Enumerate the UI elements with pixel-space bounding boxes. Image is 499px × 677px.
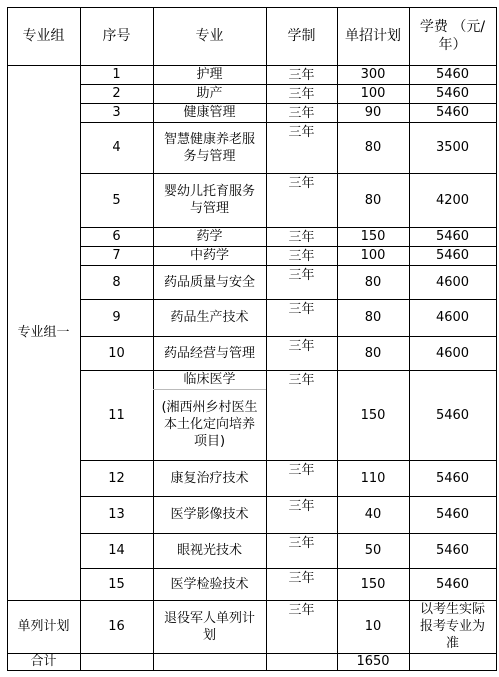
header-duration: 学制	[287, 28, 316, 44]
row-duration: 三年	[288, 536, 315, 551]
grid-line	[80, 460, 497, 461]
row-duration: 三年	[288, 68, 315, 83]
row-duration: 三年	[288, 87, 315, 102]
row-major: 健康管理	[183, 105, 236, 120]
row-number: 2	[112, 86, 121, 101]
grid-line	[7, 653, 497, 654]
row-number: 12	[108, 470, 125, 486]
grid-line	[7, 7, 497, 8]
grid-line	[7, 600, 497, 601]
row-duration: 三年	[288, 106, 315, 121]
grid-line	[7, 670, 497, 671]
header-tuition: 学费 （元/ 年）	[419, 19, 486, 53]
row-plan: 300	[360, 67, 386, 82]
row-number: 6	[112, 229, 121, 244]
grid-line	[80, 103, 497, 104]
row-tuition: 5460	[435, 105, 470, 120]
row-duration: 三年	[288, 249, 315, 264]
row-duration: 三年	[288, 499, 315, 514]
row-number: 14	[108, 543, 125, 558]
row-major: 药学	[196, 229, 223, 244]
header-group: 专业组	[22, 28, 65, 44]
grid-line	[80, 533, 497, 534]
header-plan: 单招计划	[345, 28, 401, 44]
row-major: 临床医学	[183, 372, 236, 387]
single-plan: 10	[364, 619, 382, 634]
row-plan: 80	[364, 274, 382, 290]
row-major: 眼视光技术	[176, 543, 242, 558]
row-number: 8	[112, 274, 121, 290]
row-number: 13	[108, 507, 125, 522]
grid-line	[80, 246, 497, 247]
row-plan: 110	[360, 470, 386, 486]
row-plan: 50	[364, 543, 382, 558]
note-divider	[153, 389, 266, 390]
row-tuition: 5460	[435, 407, 470, 423]
row-major: 智慧健康养老服 务与管理	[163, 131, 255, 164]
grid-line	[7, 65, 497, 66]
row-duration: 三年	[288, 373, 315, 388]
row-number: 3	[112, 105, 121, 120]
grid-line	[266, 7, 267, 671]
row-duration: 三年	[288, 230, 315, 245]
row-number: 11	[108, 407, 125, 423]
row-tuition: 5460	[435, 507, 470, 522]
row-tuition: 5460	[435, 229, 470, 244]
row-duration: 三年	[288, 571, 315, 586]
row-number: 7	[112, 248, 121, 263]
row-tuition: 4600	[435, 345, 470, 361]
row-major: 药品质量与安全	[163, 274, 255, 290]
row-plan: 150	[360, 407, 386, 423]
row-number: 1	[112, 67, 121, 82]
row-number: 4	[112, 140, 121, 155]
row-plan: 80	[364, 192, 382, 208]
row-tuition: 4200	[435, 192, 470, 208]
grid-line	[80, 299, 497, 300]
grid-line	[80, 568, 497, 569]
grid-line	[80, 496, 497, 497]
row-duration: 三年	[288, 268, 315, 283]
row-plan: 80	[364, 310, 382, 325]
row-plan: 80	[364, 345, 382, 361]
grid-line	[7, 7, 8, 671]
row-number: 5	[112, 192, 121, 208]
row-plan: 100	[360, 86, 386, 101]
grid-line	[80, 336, 497, 337]
row-number: 15	[108, 576, 125, 592]
group-label: 专业组一	[17, 325, 70, 340]
grid-line	[153, 7, 154, 671]
grid-line	[80, 122, 497, 123]
row-major-note: (湘西州乡村医生 本土化定向培养 项目)	[161, 400, 258, 449]
row-major: 医学影像技术	[170, 507, 249, 522]
single-tuition: 以考生实际 报考专业为 准	[419, 602, 485, 651]
row-tuition: 5460	[435, 543, 470, 558]
row-number: 10	[108, 345, 125, 361]
row-duration: 三年	[288, 302, 315, 317]
row-major: 医学检验技术	[170, 576, 249, 592]
total-label: 合计	[30, 654, 57, 669]
row-plan: 90	[364, 105, 382, 120]
row-duration: 三年	[288, 125, 315, 140]
row-tuition: 5460	[435, 86, 470, 101]
row-plan: 100	[360, 248, 386, 263]
grid-line	[80, 173, 497, 174]
row-tuition: 5460	[435, 576, 470, 592]
grid-line	[337, 7, 338, 671]
row-duration: 三年	[288, 176, 315, 191]
row-tuition: 5460	[435, 67, 470, 82]
row-tuition: 5460	[435, 470, 470, 486]
row-plan: 40	[364, 507, 382, 522]
single-group-label: 单列计划	[17, 619, 70, 634]
row-tuition: 4600	[435, 310, 470, 325]
row-major: 婴幼儿托育服务 与管理	[163, 184, 255, 216]
single-major: 退役军人单列计 划	[163, 610, 255, 643]
header-major: 专业	[195, 28, 224, 44]
row-major: 药品经营与管理	[163, 345, 255, 361]
row-major: 药品生产技术	[170, 310, 249, 325]
row-number: 9	[112, 310, 121, 325]
grid-line	[409, 7, 410, 671]
total-plan: 1650	[356, 654, 390, 669]
row-tuition: 3500	[435, 140, 470, 155]
row-major: 助产	[196, 86, 223, 101]
grid-line	[80, 84, 497, 85]
header-number: 序号	[102, 28, 131, 44]
grid-line	[80, 265, 497, 266]
row-duration: 三年	[288, 339, 315, 354]
row-plan: 150	[360, 576, 386, 592]
single-duration: 三年	[288, 603, 315, 618]
grid-line	[80, 7, 81, 671]
grid-line	[80, 227, 497, 228]
grid-line	[80, 370, 497, 371]
row-plan: 150	[360, 229, 386, 244]
row-major: 康复治疗技术	[170, 470, 249, 486]
single-number: 16	[108, 619, 125, 634]
row-tuition: 5460	[435, 248, 470, 263]
row-plan: 80	[364, 140, 382, 155]
row-major: 护理	[196, 67, 223, 82]
row-tuition: 4600	[435, 274, 470, 290]
row-duration: 三年	[288, 463, 315, 478]
row-major: 中药学	[189, 248, 229, 263]
grid-line	[496, 7, 497, 671]
